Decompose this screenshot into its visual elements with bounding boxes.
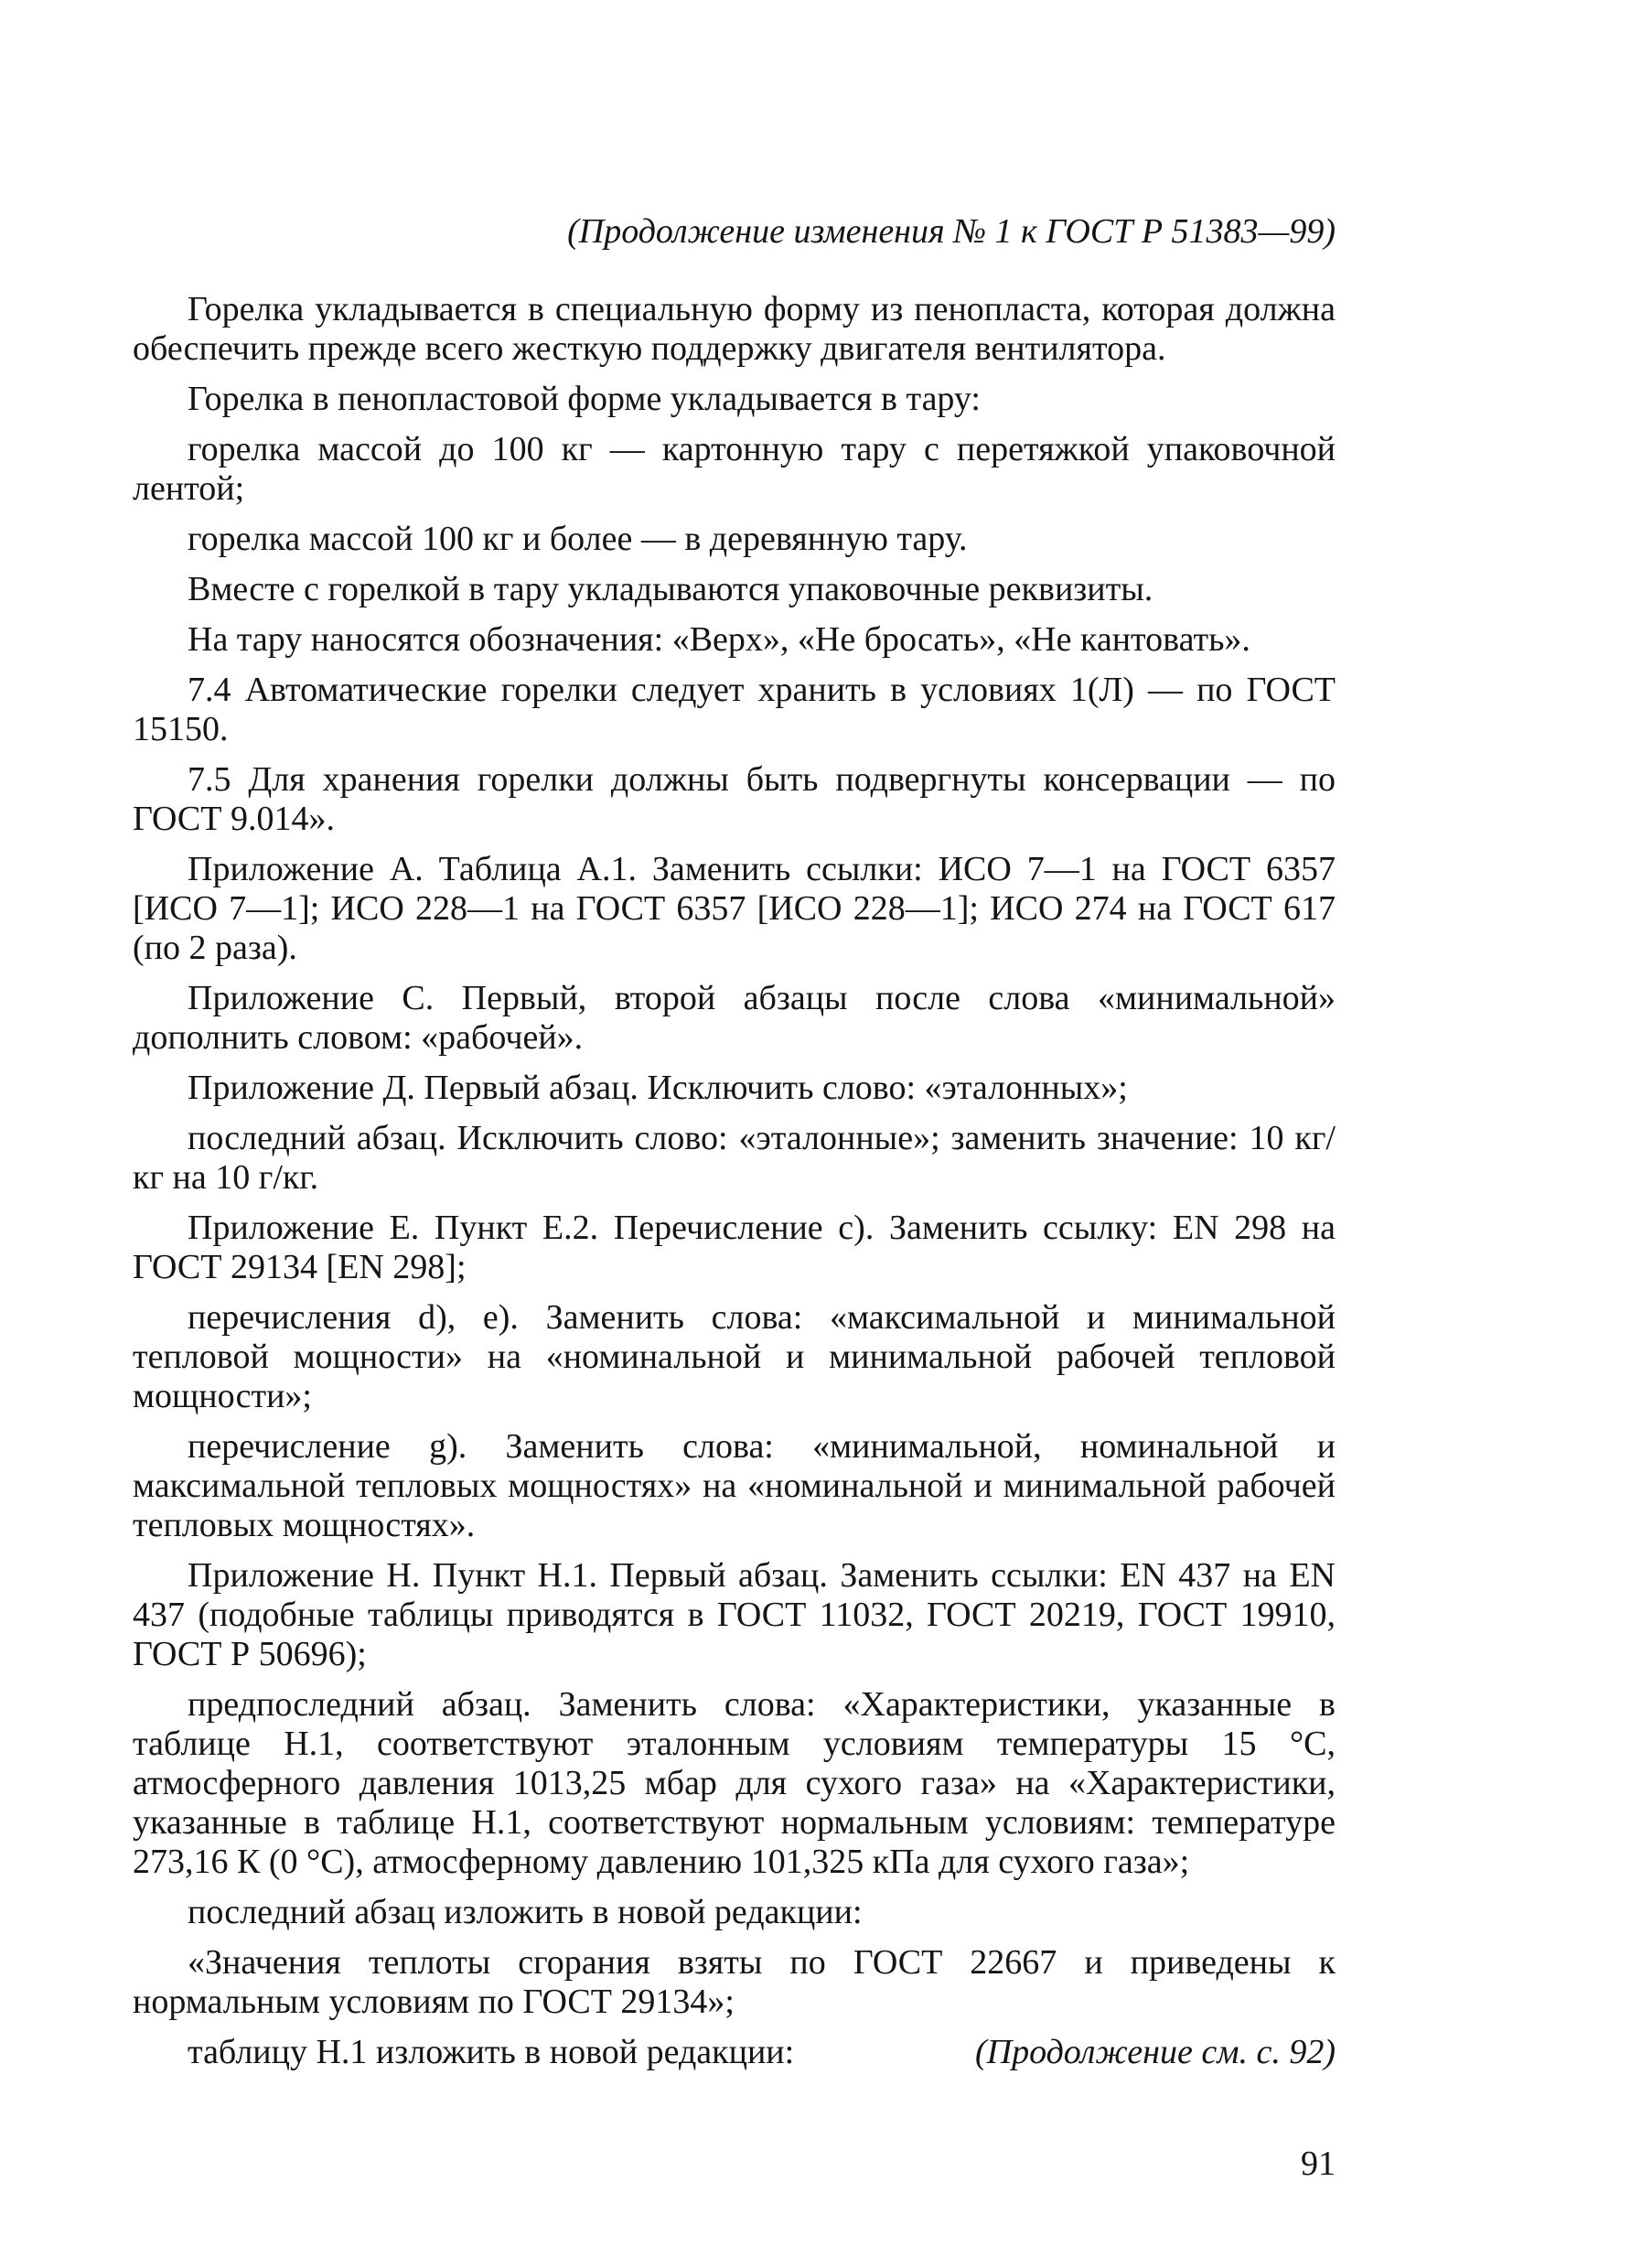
paragraph: таблицу Н.1 изложить в новой редакции: <box>188 2033 795 2071</box>
paragraph: Горелка укладывается в специальную форму из пенопласта, которая должна обеспечить прежде всего жесткую поддержку двигателя вентилятора. <box>133 290 1336 368</box>
paragraph: На тару наносятся обозначения: «Верх», «Не бросать», «Не кантовать». <box>188 620 1250 659</box>
paragraph: Приложение С. Первый, второй абзацы после слова «минимальной» дополнить словом: «рабочей». <box>133 979 1336 1057</box>
body-text <box>133 290 1336 2083</box>
paragraph: горелка массой до 100 кг — картонную тару с перетяжкой упаковочной лентой; <box>133 430 1336 508</box>
paragraph: Приложение А. Таблица А.1. Заменить ссылки: ИСО 7—1 на ГОСТ 6357 [ИСО 7—1]; ИСО 228—1 на ГОСТ 6357 [ИСО 228—1]; ИСО 274 на ГОСТ 617 (по 2 раза). <box>133 850 1336 967</box>
continued-note: (Продолжение см. с. 92) <box>974 2033 1336 2071</box>
paragraph: Вместе с горелкой в тару укладываются упаковочные реквизиты. <box>188 570 1154 608</box>
continuation-header: (Продолжение изменения № 1 к ГОСТ Р 51383—99) <box>567 212 1336 251</box>
paragraph: 7.4 Автоматические горелки следует хранить в условиях 1(Л) — по ГОСТ 15150. <box>133 671 1336 748</box>
paragraph: Приложение Н. Пункт Н.1. Первый абзац. Заменить ссылки: EN 437 на EN 437 (подобные таблицы приводятся в ГОСТ 11032, ГОСТ 20219, ГОСТ 19910, ГОСТ Р 50696); <box>133 1556 1336 1673</box>
paragraph: предпоследний абзац. Заменить слова: «Характеристики, указанные в таблице Н.1, соответствуют эталонным условиям температуры 15 °С, атмосферного давления 1013,25 мбар для сухого газа» на «Характеристики, указанные в таблице Н.1, соответствуют нормальным условиям: температуре 273,16 К (0 °С), атмосферному давлению 101,325 кПа для сухого газа»; <box>133 1685 1336 1881</box>
paragraph: 7.5 Для хранения горелки должны быть подвергнуты консервации — по ГОСТ 9.014». <box>133 760 1336 838</box>
paragraph: «Значения теплоты сгорания взяты по ГОСТ 22667 и приведены к нормальным условиям по ГОСТ 29134»; <box>133 1943 1336 2021</box>
paragraph: перечисление g). Заменить слова: «минимальной, номинальной и максимальной тепловых мощностях» на «номинальной и минимальной рабочей тепловых мощностях». <box>133 1427 1336 1544</box>
paragraph: последний абзац. Исключить слово: «эталонные»; заменить значение: 10 кг/кг на 10 г/кг. <box>133 1119 1336 1197</box>
paragraph: Приложение Е. Пункт Е.2. Перечисление с). Заменить ссылку: EN 298 на ГОСТ 29134 [EN 298]; <box>133 1209 1336 1286</box>
page-number: 91 <box>1301 2144 1336 2183</box>
paragraph: перечисления d), е). Заменить слова: «максимальной и минимальной тепловой мощности» на «номинальной и минимальной рабочей тепловой мощности»; <box>133 1298 1336 1415</box>
paragraph: Приложение Д. Первый абзац. Исключить слово: «эталонных»; <box>188 1069 1128 1107</box>
paragraph: последний абзац изложить в новой редакции: <box>188 1893 863 1931</box>
paragraph: горелка массой 100 кг и более — в деревянную тару. <box>188 520 968 558</box>
paragraph: Горелка в пенопластовой форме укладывается в тару: <box>188 380 981 418</box>
